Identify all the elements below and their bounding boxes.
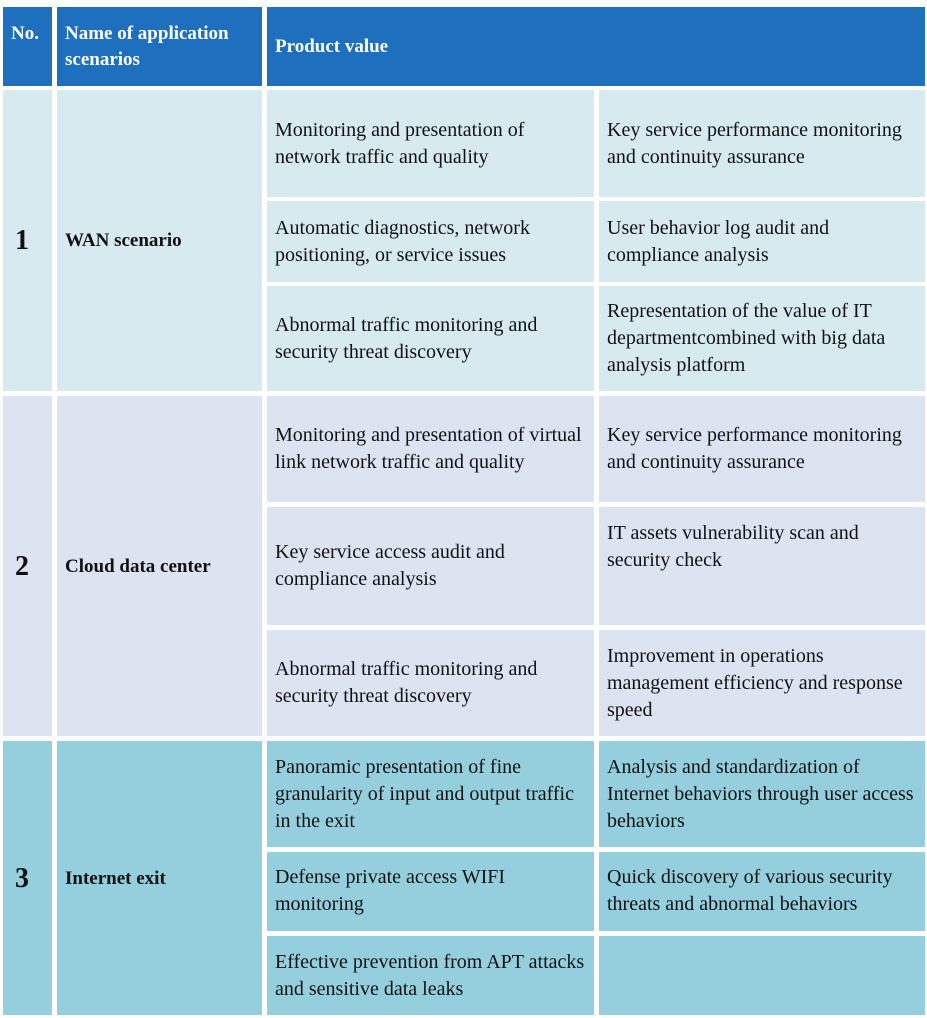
- group-number: 2: [3, 396, 52, 736]
- product-value-cell-empty: [599, 936, 925, 1015]
- scenario-name: Cloud data center: [57, 396, 262, 736]
- product-value-cell: Key service access audit and compliance analysis: [267, 507, 594, 625]
- product-value-cell: Key service performance monitoring and continuity assurance: [599, 396, 925, 502]
- product-value-cell: Effective prevention from APT attacks and sensitive data leaks: [267, 936, 594, 1015]
- product-value-cell: Abnormal traffic monitoring and security threat discovery: [267, 286, 594, 391]
- product-value-cell: Defense private access WIFI monitoring: [267, 852, 594, 931]
- header-scenario-name: Name of application scenarios: [57, 7, 262, 86]
- product-value-cell: Improvement in operations management efficiency and response speed: [599, 630, 925, 736]
- header-no: No.: [3, 7, 52, 86]
- header-product-value: Product value: [267, 7, 925, 86]
- product-value-cell: Monitoring and presentation of virtual link network traffic and quality: [267, 396, 594, 502]
- group-number: 3: [3, 741, 52, 1015]
- scenario-name: WAN scenario: [57, 90, 262, 391]
- product-value-cell: Key service performance monitoring and continuity assurance: [599, 90, 925, 197]
- scenario-name: Internet exit: [57, 741, 262, 1015]
- product-value-cell: Representation of the value of IT departmentcombined with big data analysis platform: [599, 286, 925, 391]
- product-value-cell: Analysis and standardization of Internet behaviors through user access behaviors: [599, 741, 925, 847]
- product-value-cell: Monitoring and presentation of network traffic and quality: [267, 90, 594, 197]
- product-value-cell: Abnormal traffic monitoring and security threat discovery: [267, 630, 594, 736]
- product-value-cell: Panoramic presentation of fine granularity of input and output traffic in the exit: [267, 741, 594, 847]
- product-value-cell: IT assets vulnerability scan and security check: [599, 507, 925, 625]
- product-value-cell: Quick discovery of various security threats and abnormal behaviors: [599, 852, 925, 931]
- group-number: 1: [3, 90, 52, 391]
- product-value-cell: User behavior log audit and compliance analysis: [599, 201, 925, 282]
- product-value-cell: Automatic diagnostics, network positioning, or service issues: [267, 201, 594, 282]
